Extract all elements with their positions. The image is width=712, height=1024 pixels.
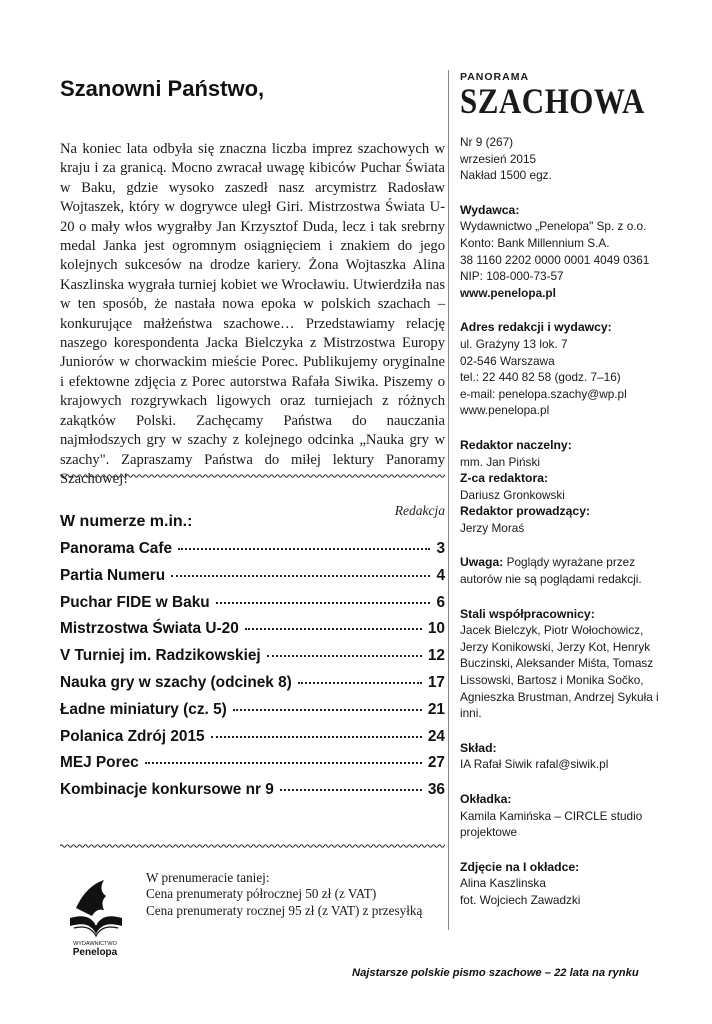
chief-editor: mm. Jan Piński bbox=[460, 454, 540, 469]
toc-leader-dots bbox=[178, 548, 430, 550]
toc-item bbox=[60, 781, 445, 808]
logo-brand-text: Penelopa bbox=[72, 947, 118, 958]
toc-item bbox=[60, 754, 445, 781]
lead-editor: Jerzy Moraś bbox=[460, 520, 525, 535]
chief-editor-heading: Redaktor naczelny: bbox=[460, 437, 572, 452]
toc-item bbox=[60, 567, 445, 594]
cover-text: Kamila Kamińska – CIRCLE studio projektowe bbox=[460, 808, 643, 840]
contributors-heading: Stali współpracownicy: bbox=[460, 606, 595, 621]
publisher-web: www.penelopa.pl bbox=[460, 285, 556, 300]
publisher-line: Wydawnictwo „Penelopa" Sp. z o.o. bbox=[460, 219, 647, 234]
wavy-divider bbox=[60, 472, 445, 480]
lead-editor-heading: Redaktor prowadzący: bbox=[460, 504, 591, 519]
photo-block bbox=[460, 859, 660, 909]
toc-item-title: Mistrzostwa Świata U-20 bbox=[60, 620, 239, 638]
issue-date: wrzesień 2015 bbox=[460, 151, 537, 166]
toc-item-page: 6 bbox=[436, 593, 445, 611]
toc-leader-dots bbox=[233, 709, 422, 711]
toc-item bbox=[60, 728, 445, 755]
publisher-block bbox=[460, 202, 660, 302]
address-line: www.penelopa.pl bbox=[460, 403, 550, 418]
publisher-heading: Wydawca: bbox=[460, 202, 520, 217]
toc-item-page: 24 bbox=[427, 727, 445, 745]
toc-item-title: Polanica Zdrój 2015 bbox=[60, 727, 205, 745]
subscription-text bbox=[146, 870, 422, 919]
notice-text: Poglądy wyrażane przez autorów nie są poglądami redakcji. bbox=[460, 555, 642, 587]
toc-title: W numerze m.in.: bbox=[60, 513, 193, 530]
address-block bbox=[460, 319, 660, 419]
toc-item bbox=[60, 647, 445, 674]
contributors-text: Jacek Bielczyk, Piotr Wołochowicz, Jerzy Konikowski, Jerzy Kot, Henryk Buczinski, Aleksander Miśta, Tomasz Lissowski, Bartosz i Monika Sočko, Agnieszka Brustman, Andrzej Sykuła i inni. bbox=[460, 623, 659, 721]
toc-item bbox=[60, 540, 445, 567]
publisher-line: NIP: 108-000-73-57 bbox=[460, 269, 564, 284]
address-line: tel.: 22 440 82 58 (godz. 7–16) bbox=[460, 370, 621, 385]
toc-item-page: 36 bbox=[427, 781, 445, 799]
deputy-editor-heading: Z-ca redaktora: bbox=[460, 471, 549, 486]
toc-item-page: 12 bbox=[427, 647, 445, 665]
issue-info bbox=[460, 134, 660, 184]
subscription-line: Cena prenumeraty półrocznej 50 zł (z VAT) bbox=[146, 886, 377, 902]
toc-item-page: 4 bbox=[436, 566, 445, 584]
toc-leader-dots bbox=[211, 736, 422, 738]
toc-leader-dots bbox=[245, 628, 422, 630]
toc-item bbox=[60, 674, 445, 701]
wavy-divider bbox=[60, 842, 445, 850]
masthead-title: SZACHOWA bbox=[460, 80, 645, 121]
notice-block bbox=[460, 554, 660, 587]
toc-item-page: 10 bbox=[427, 620, 445, 638]
masthead-column bbox=[460, 72, 660, 909]
column-divider bbox=[448, 70, 449, 930]
cover-block bbox=[460, 791, 660, 841]
footer-slogan: Najstarsze polskie pismo szachowe – 22 lata na rynku bbox=[352, 967, 639, 979]
typesetting-block bbox=[460, 740, 660, 773]
toc-item-title: MEJ Porec bbox=[60, 754, 139, 772]
toc-item-page: 3 bbox=[436, 540, 445, 557]
toc-item-title: Nauka gry w szachy (odcinek 8) bbox=[60, 673, 292, 691]
logo-top-text: WYDAWNICTWO bbox=[73, 941, 117, 947]
issue-number: Nr 9 (267) bbox=[460, 135, 514, 149]
toc-item-title: Ładne miniatury (cz. 5) bbox=[60, 700, 227, 718]
editorial-column bbox=[60, 70, 445, 958]
toc-item bbox=[60, 701, 445, 728]
contributors-block bbox=[460, 606, 660, 722]
address-heading: Adres redakcji i wydawcy: bbox=[460, 320, 612, 335]
greeting-heading: Szanowni Państwo, bbox=[60, 76, 265, 101]
editorial-text: Na koniec lata odbyła się znaczna liczba imprez szachowych w kraju i za granicą. Mocno zwracał uwagę kibiców Puchar Świata w Baku, gdzie wysoko zaszedł nasz arcymistrz Radosław Wojtaszek, który w dogrywce uległ Giri. Mistrzostwa Świata U-20 o mały włos wygrałby Jan Krzysztof Duda, lecz i tak srebrny medal Janka jest ogromnym osiągnięciem i znakiem do jego kolejnych sukcesów na drodze kariery. Żona Wojtaszka Alina Kaszlinska wygrała turniej kobiet we Wrocławiu. Utwierdziła nas w ten sposób, że nastała nowa epoka w polskich szachach – konkurujące małżeństwa szachowe… Przedstawiamy relację naszego korespondenta Jacka Bielczyka z Mistrzostwa Europy Juniorów w chorwackim mieście Porec. Publikujemy oryginalne i efektowne zdjęcia z Porec autorstwa Rafała Siwika. Piszemy o krajowych rozgrywkach ligowych oraz turniejach z różnych zakątków Polski. Zachęcamy Państwa do nauczania najmłodszych gry w szachy z kolejnego odcinka „Nauka gry w szachy". Zapraszamy Państwa do miłej lektury Panoramy Szachowej! bbox=[60, 141, 445, 487]
toc-leader-dots bbox=[267, 655, 422, 657]
address-line: ul. Grażyny 13 lok. 7 bbox=[460, 336, 568, 351]
toc-item bbox=[60, 594, 445, 621]
photo-line: Alina Kaszlinska bbox=[460, 876, 546, 891]
address-line: 02-546 Warszawa bbox=[460, 353, 555, 368]
photo-heading: Zdjęcie na I okładce: bbox=[460, 859, 580, 874]
publisher-line: Konto: Bank Millennium S.A. bbox=[460, 235, 610, 250]
typesetting-text: IA Rafał Siwik rafal@siwik.pl bbox=[460, 757, 609, 772]
toc-leader-dots bbox=[216, 602, 431, 604]
toc-item-title: V Turniej im. Radzikowskiej bbox=[60, 647, 261, 665]
deputy-editor: Dariusz Gronkowski bbox=[460, 487, 565, 502]
toc-item-title: Puchar FIDE w Baku bbox=[60, 593, 210, 611]
toc-item bbox=[60, 620, 445, 647]
subscription-line: W prenumeracie taniej: bbox=[146, 870, 270, 885]
notice-heading: Uwaga: bbox=[460, 555, 504, 570]
toc-leader-dots bbox=[298, 682, 422, 684]
photo-line: fot. Wojciech Zawadzki bbox=[460, 892, 581, 907]
toc-leader-dots bbox=[280, 789, 422, 791]
penelopa-logo bbox=[60, 868, 130, 958]
toc-leader-dots bbox=[145, 762, 422, 764]
toc-item-page: 27 bbox=[427, 754, 445, 772]
toc-item-title: Kombinacje konkursowe nr 9 bbox=[60, 781, 274, 799]
typesetting-heading: Skład: bbox=[460, 740, 497, 755]
subscription-box bbox=[60, 868, 445, 958]
toc-item-title: Partia Numeru bbox=[60, 566, 166, 584]
toc-item-page: 17 bbox=[427, 673, 445, 691]
subscription-line: Cena prenumeraty rocznej 95 zł (z VAT) z przesyłką bbox=[146, 902, 423, 918]
editors-block bbox=[460, 437, 660, 537]
toc-item-title: Panorama Cafe bbox=[60, 540, 173, 557]
publisher-line: 38 1160 2202 0000 0001 4049 0361 bbox=[460, 252, 650, 267]
toc-leader-dots bbox=[171, 575, 430, 577]
address-line: e-mail: penelopa.szachy@wp.pl bbox=[460, 386, 627, 401]
editorial-signature: Redakcja bbox=[394, 503, 445, 519]
masthead-small: PANORAMA bbox=[460, 71, 530, 83]
table-of-contents bbox=[60, 540, 445, 808]
cover-heading: Okładka: bbox=[460, 792, 512, 806]
toc-item-page: 21 bbox=[427, 700, 445, 718]
print-run: Nakład 1500 egz. bbox=[460, 168, 552, 183]
